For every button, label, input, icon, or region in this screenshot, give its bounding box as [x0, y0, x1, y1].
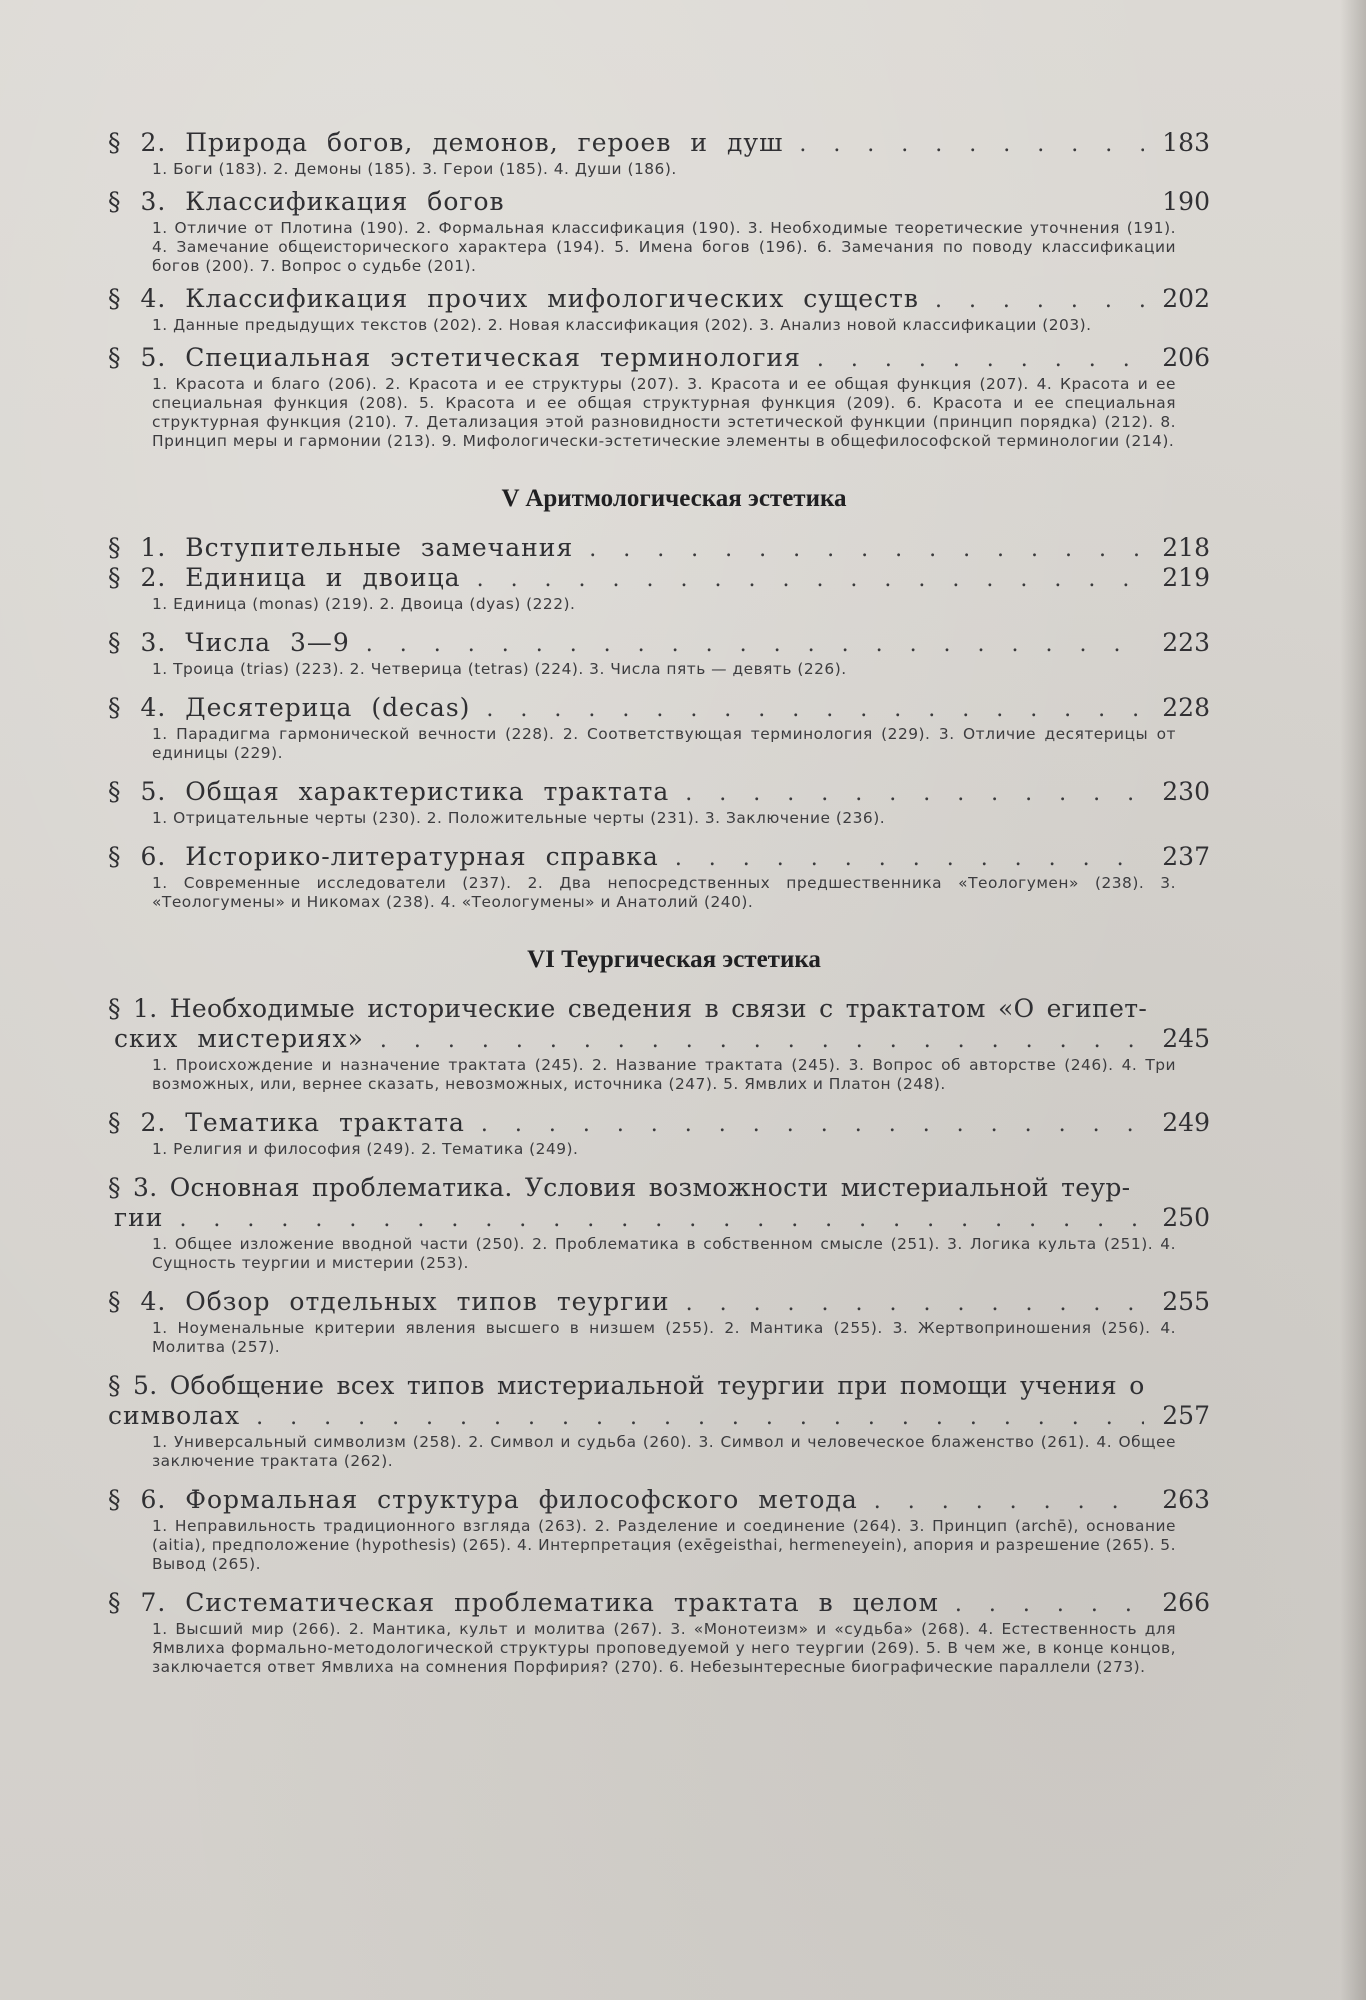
toc-entry[interactable] — [108, 777, 1210, 828]
toc-entry[interactable] — [108, 693, 1210, 763]
entry-title: § 5. Общая характеристика трактата — [108, 777, 670, 806]
toc-entry[interactable] — [108, 128, 1210, 179]
table-of-contents — [108, 128, 1210, 1677]
entry-subitems: 1. Отличие от Плотина (190). 2. Формальная классификация (190). 3. Необходимые теоретические уточнения (191). 4. Замечание общеисторического характера (194). 5. Имена богов (196). 6. Замечания по поводу классификации богов (200). 7. Вопрос о судьбе (201). — [152, 219, 1176, 275]
dot-leader — [799, 132, 1144, 157]
toc-entry[interactable] — [108, 343, 1210, 451]
entry-title-line: ских мистериях» — [114, 1024, 364, 1053]
page-number: 250 — [1162, 1203, 1210, 1232]
dot-leader — [675, 846, 1144, 871]
entry-subitems: 1. Ноуменальные критерии явления высшего в низшем (255). 2. Мантика (255). 3. Жертвоприношения (256). 4. Молитва (257). — [152, 1319, 1176, 1356]
page-number: 202 — [1162, 284, 1210, 313]
dot-leader — [686, 1291, 1144, 1316]
toc-entry[interactable] — [108, 994, 1210, 1094]
page-edge-shadow — [1340, 0, 1366, 2000]
toc-entry[interactable] — [108, 1287, 1210, 1357]
dot-leader — [817, 347, 1144, 372]
entry-subitems: 1. Общее изложение вводной части (250). 2. Проблематика в собственном смысле (251). 3. Логика культа (251). 4. Сущность теургии и мистерии (253). — [152, 1235, 1176, 1272]
page-number: 183 — [1162, 128, 1210, 157]
page-number: 237 — [1162, 842, 1210, 871]
entry-title: § 3. Числа 3—9 — [108, 628, 350, 657]
dot-leader — [874, 1489, 1144, 1514]
entry-title-line: § 1. Необходимые исторические сведения в связи с трактатом «О египет- — [108, 994, 1148, 1023]
toc-entry[interactable] — [108, 563, 1210, 614]
dot-leader — [481, 1112, 1144, 1137]
toc-entry[interactable] — [108, 187, 1210, 276]
page-number: 257 — [1162, 1401, 1210, 1430]
page-number: 249 — [1162, 1108, 1210, 1137]
entry-title — [108, 994, 1210, 1024]
dot-leader — [955, 1592, 1144, 1617]
entry-subitems: 1. Современные исследователи (237). 2. Два непосредственных предшественника «Теологумен» (238). 3. «Теологумены» и Никомах (238). 4. «Теологумены» и Анатолий (240). — [152, 874, 1176, 911]
entry-subitems: 1. Происхождение и назначение трактата (245). 2. Название трактата (245). 3. Вопрос об авторстве (246). 4. Три возможных, или, вернее сказать, невозможных, источника (247). 5. Ямвлих и Платон (248). — [152, 1056, 1176, 1093]
toc-entry[interactable] — [108, 1173, 1210, 1273]
chapter-heading: V Аритмологическая эстетика — [501, 485, 847, 512]
entry-title: § 1. Вступительные замечания — [108, 533, 574, 562]
entry-title: § 2. Природа богов, демонов, героев и душ — [108, 128, 784, 157]
entry-title: § 3. Классификация богов — [108, 187, 505, 216]
entry-subitems: 1. Красота и благо (206). 2. Красота и ее структуры (207). 3. Красота и ее общая функция (207). 4. Красота и ее специальная функция (208). 5. Красота и ее общая структурная функция (209). 6. Красота и ее специальная структурная функция (210). 7. Детализация этой разновидности эстетической функции (принцип порядка) (212). 8. Принцип меры и гармонии (213). 9. Мифологически-эстетические элементы в общефилософской терминологии (214). — [152, 375, 1176, 450]
entry-title: § 7. Систематическая проблематика трактата в целом — [108, 1588, 939, 1617]
entry-subitems: 1. Троица (trias) (223). 2. Четверица (tetras) (224). 3. Числа пять — девять (226). — [152, 660, 847, 678]
toc-entry[interactable] — [108, 842, 1210, 912]
toc-entry[interactable] — [108, 533, 1210, 563]
entry-title: § 2. Единица и двоица — [108, 563, 461, 592]
entry-subitems: 1. Боги (183). 2. Демоны (185). 3. Герои (185). 4. Души (186). — [152, 160, 677, 178]
dot-leader — [935, 288, 1144, 313]
toc-entry[interactable] — [108, 1108, 1210, 1159]
entry-title-line: § 3. Основная проблематика. Условия возможности мистериальной теур- — [108, 1173, 1131, 1202]
entry-subitems: 1. Религия и философия (249). 2. Тематика (249). — [152, 1140, 579, 1158]
dot-leader — [477, 567, 1144, 592]
page-number: 263 — [1162, 1485, 1210, 1514]
toc-entry[interactable] — [108, 1485, 1210, 1574]
toc-entry[interactable] — [108, 628, 1210, 679]
entry-title: § 4. Десятерица (decas) — [108, 693, 471, 722]
entry-subitems: 1. Отрицательные черты (230). 2. Положительные черты (231). 3. Заключение (236). — [152, 809, 886, 827]
entry-title — [108, 1371, 1210, 1401]
entry-subitems: 1. Парадигма гармонической вечности (228). 2. Соответствующая терминология (229). 3. Отличие десятерицы от единицы (229). — [152, 725, 1176, 762]
toc-entry[interactable] — [108, 1371, 1210, 1471]
entry-subitems: 1. Высший мир (266). 2. Мантика, культ и молитва (267). 3. «Монотеизм» и «судьба» (268). 4. Естественность для Ямвлиха формально-методологической структуры проповедуемой у него теургии (269). 5. В чем же, в конце концов, заключается ответ Ямвлиха на сомнения Порфирия? (270). 6. Небезынтересные биографические параллели (273). — [152, 1620, 1176, 1676]
entry-title: § 6. Формальная структура философского метода — [108, 1485, 858, 1514]
entry-subitems: 1. Универсальный символизм (258). 2. Символ и судьба (260). 3. Символ и человеческое блаженство (261). 4. Общее заключение трактата (262). — [152, 1433, 1176, 1470]
dot-leader — [380, 1028, 1144, 1053]
dot-leader — [486, 697, 1144, 722]
entry-title-line: символах — [108, 1401, 241, 1430]
page-number: 206 — [1162, 343, 1210, 372]
dot-leader — [179, 1207, 1144, 1232]
entry-title: § 4. Обзор отдельных типов теургии — [108, 1287, 670, 1316]
entry-title: § 2. Тематика трактата — [108, 1108, 465, 1137]
dot-leader — [366, 632, 1144, 657]
entry-title-line: гии — [114, 1203, 164, 1232]
entry-title — [108, 1173, 1210, 1203]
page-number: 245 — [1162, 1024, 1210, 1053]
entry-title: § 4. Классификация прочих мифологических существ — [108, 284, 919, 313]
page-number: 255 — [1162, 1287, 1210, 1316]
page-number: 223 — [1162, 628, 1210, 657]
entry-title-line: § 5. Обобщение всех типов мистериальной теургии при помощи учения о — [108, 1371, 1145, 1400]
dot-leader — [589, 537, 1144, 562]
chapter-heading: VI Теургическая эстетика — [527, 946, 821, 973]
dot-leader — [256, 1405, 1144, 1430]
page-number: 228 — [1162, 693, 1210, 722]
toc-entry[interactable] — [108, 284, 1210, 335]
page-number: 219 — [1162, 563, 1210, 592]
page-number: 230 — [1162, 777, 1210, 806]
toc-entry[interactable] — [108, 1588, 1210, 1677]
entry-subitems: 1. Данные предыдущих текстов (202). 2. Новая классификация (202). 3. Анализ новой классификации (203). — [152, 316, 1092, 334]
entry-subitems: 1. Единица (monas) (219). 2. Двоица (dyas) (222). — [152, 595, 576, 613]
page-number: 218 — [1162, 533, 1210, 562]
dot-leader — [685, 781, 1144, 806]
page-number: 190 — [1162, 187, 1210, 216]
entry-title: § 5. Специальная эстетическая терминология — [108, 343, 801, 372]
page-number: 266 — [1162, 1588, 1210, 1617]
entry-title: § 6. Историко-литературная справка — [108, 842, 659, 871]
entry-subitems: 1. Неправильность традиционного взгляда (263). 2. Разделение и соединение (264). 3. Принцип (archē), основание (aitia), предположение (hypothesis) (265). 4. Интерпретация (exēgeisthai, hermeneyein), апория и разрешение (265). 5. Вывод (265). — [152, 1517, 1176, 1573]
